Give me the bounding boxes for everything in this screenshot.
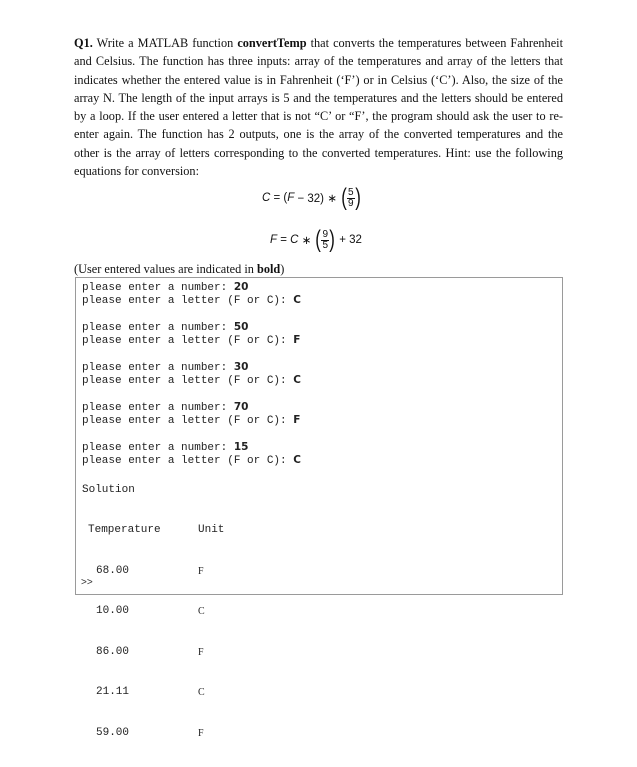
- eq1-numerator: 5: [348, 186, 354, 198]
- eq2-equals: =: [277, 234, 291, 246]
- prompt-number: please enter a number:: [82, 282, 234, 294]
- eq2-numerator: 9: [322, 228, 329, 240]
- eq2-fraction: [321, 230, 329, 251]
- console-line-letter: [82, 294, 301, 309]
- prompt-number: please enter a number:: [82, 402, 234, 414]
- entered-number: 30: [233, 361, 249, 373]
- entered-letter: F: [293, 334, 301, 346]
- console-line-letter: [82, 374, 301, 389]
- eq1-equals: = (: [270, 192, 288, 204]
- unit-value: F: [198, 565, 204, 577]
- eq2-lhs: F: [270, 234, 278, 246]
- temperature-value: 10.00: [96, 605, 130, 617]
- entered-letter: C: [293, 294, 301, 306]
- user-input-note: [74, 262, 284, 277]
- prompt-number: please enter a number:: [82, 362, 234, 374]
- prompt-letter: please enter a letter (F or C):: [82, 335, 294, 347]
- eq1-lhs: C: [262, 192, 271, 204]
- entered-letter: F: [293, 414, 301, 426]
- eq1-minus: − 32) ∗: [294, 193, 341, 205]
- eq1-denominator: 9: [348, 197, 354, 209]
- temperature-header: Temperature: [88, 524, 161, 536]
- solution-title: Solution: [82, 484, 135, 496]
- note-close: ): [280, 262, 285, 276]
- unit-column: [198, 497, 238, 767]
- note-text: (User entered values are indicated in: [74, 262, 258, 276]
- console-output-box: [75, 277, 563, 739]
- prompt-number: please enter a number:: [82, 322, 234, 334]
- console-line-letter: [82, 334, 300, 349]
- equation-fahrenheit: [270, 228, 362, 252]
- function-name: convertTemp: [237, 36, 307, 50]
- question-text-part1: Write a MATLAB function: [92, 36, 238, 50]
- entered-number: 15: [233, 441, 249, 453]
- eq2-open-paren: (: [315, 226, 322, 253]
- command-prompt[interactable]: >>: [81, 577, 93, 588]
- question-label: Q1.: [74, 36, 93, 50]
- eq2-plus: + 32: [336, 234, 362, 246]
- entered-number: 50: [233, 321, 249, 333]
- temperature-column: [88, 497, 161, 767]
- prompt-letter: please enter a letter (F or C):: [82, 295, 294, 307]
- note-bold: bold: [257, 262, 281, 276]
- eq2-var: C: [290, 234, 299, 246]
- eq2-times: ∗: [298, 235, 315, 247]
- unit-header: Unit: [198, 524, 225, 536]
- temperature-value: 86.00: [96, 645, 130, 658]
- entered-number: 20: [233, 281, 249, 293]
- unit-value: C: [198, 687, 205, 698]
- prompt-letter: please enter a letter (F or C):: [82, 415, 294, 427]
- question-text-part2: that converts the temperatures between Fahrenheit and Celsius. The function has three inputs: array of the temperatures and array of the letters that indicates whether the entered value is in Fahrenheit (‘F’) or in Celsius (‘C’). Also, the size of the array N. The length of the input arrays is 5 and the temperatures and the letters should be entered by a loop. If the user entered a letter that is not “C’ or “F’, the program should ask the user to re-enter again. The function has 2 outputs, one is the array of the converted temperatures and the other is the array of letters corresponding to the converted temperatures. Hint: use the following equations for conversion:: [74, 36, 563, 179]
- prompt-letter: please enter a letter (F or C):: [82, 455, 294, 467]
- eq2-close-paren: ): [329, 226, 335, 253]
- eq1-fraction: [347, 188, 355, 209]
- entered-letter: C: [293, 454, 301, 466]
- unit-value: C: [198, 606, 205, 617]
- unit-value: F: [198, 646, 204, 658]
- temperature-value: 21.11: [96, 686, 130, 698]
- eq2-denominator: 5: [322, 239, 329, 251]
- prompt-number: please enter a number:: [82, 442, 234, 454]
- temperature-value: 59.00: [96, 726, 130, 739]
- temperature-value: 68.00: [96, 564, 130, 577]
- console-line-letter: [82, 454, 301, 469]
- eq1-close-paren: ): [354, 184, 361, 211]
- equation-celsius: [262, 186, 362, 210]
- console-line-letter: [82, 414, 300, 429]
- entered-letter: C: [293, 374, 301, 386]
- prompt-letter: please enter a letter (F or C):: [82, 375, 294, 387]
- eq1-open-paren: (: [341, 184, 347, 211]
- unit-value: F: [198, 727, 204, 739]
- entered-number: 70: [233, 401, 249, 413]
- question-text: [74, 34, 563, 180]
- eq1-var: F: [287, 192, 295, 204]
